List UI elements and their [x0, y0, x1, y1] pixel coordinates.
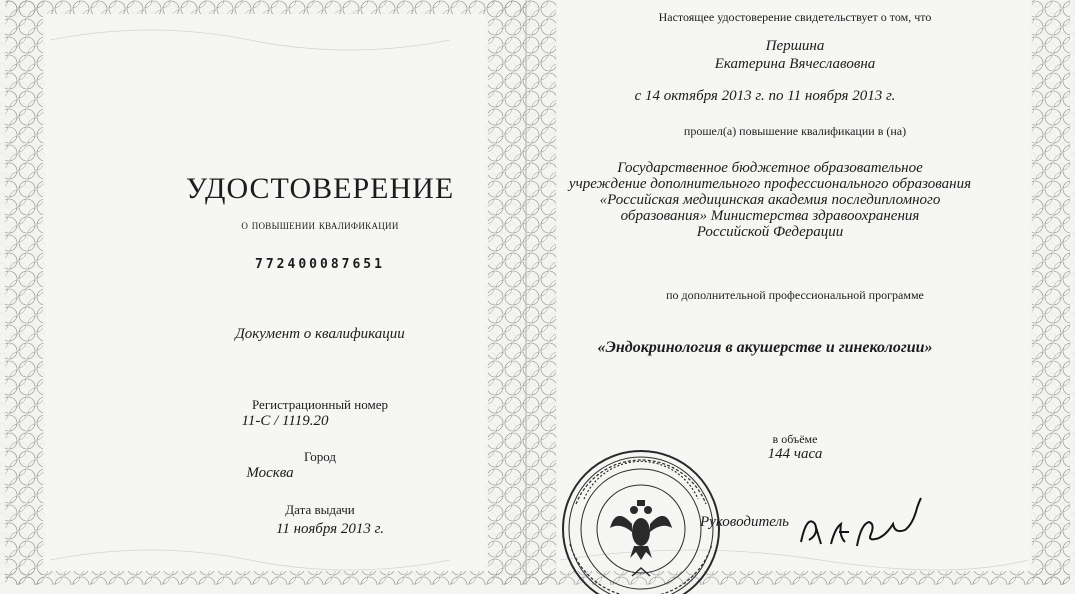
volume-value: 144 часа — [767, 446, 823, 462]
institution-line: Государственное бюджетное образовательное — [617, 160, 923, 176]
intro-text: Настоящее удостоверение свидетельствует о том, что — [658, 10, 932, 24]
certificate-title: УДОСТОВЕРЕНИЕ — [185, 172, 455, 205]
volume-label: в объёме — [772, 432, 818, 446]
official-seal-icon — [556, 444, 726, 594]
city-value: Москва — [246, 465, 294, 481]
registration-number: 11-С / 1119.20 — [241, 413, 329, 429]
completed-text: прошел(а) повышение квалификации в (на) — [683, 124, 907, 138]
signature-icon — [795, 494, 935, 554]
training-period: с 14 октября 2013 г. по 11 ноября 2013 г. — [634, 88, 896, 104]
certificate-number: 772400087651 — [255, 257, 385, 272]
institution-line: образования» Министерства здравоохранения — [620, 208, 920, 224]
institution-line: Российской Федерации — [696, 224, 844, 240]
holder-surname: Першина — [765, 38, 825, 54]
right-border-pattern — [1032, 0, 1070, 585]
issue-date-value: 11 ноября 2013 г. — [275, 521, 385, 537]
document-type: Документ о квалификации — [235, 326, 405, 342]
left-inner-border-pattern — [488, 0, 526, 585]
institution-line: учреждение дополнительного профессионального образования — [568, 176, 972, 192]
program-label: по дополнительной профессиональной программе — [666, 288, 924, 302]
program-name: «Эндокринология в акушерстве и гинекологии» — [597, 339, 933, 356]
registration-label: Регистрационный номер — [252, 397, 388, 412]
issue-date-label: Дата выдачи — [285, 502, 355, 517]
certificate-subtitle: о повышении квалификации — [241, 217, 399, 232]
head-label: Руководитель — [700, 514, 789, 530]
left-border-pattern — [5, 0, 43, 585]
institution-line: «Российская медицинская академия последипломного — [599, 192, 941, 208]
holder-given-names: Екатерина Вячеславовна — [714, 56, 876, 72]
city-label: Город — [303, 449, 337, 464]
